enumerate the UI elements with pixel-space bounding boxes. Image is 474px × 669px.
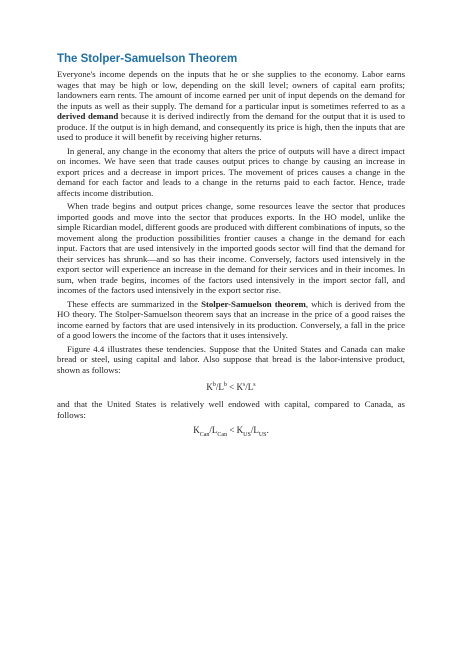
eq1-l-steel-sup: s bbox=[253, 382, 256, 388]
paragraph-3: When trade begins and output prices change, some resources leave the sector that produces imported goods and move into the sector that produces exports. In the HO model, unlike the simple Ricardian model, different goods are produced with different combinations of inputs, so the movement along the production possibilities frontier causes a change in the demand for each input. Factors that are used intensively in the imported goods sector will find that the demand for their services has shrunk—and so has their income. Conversely, factors used intensively in the export sector will experience an increase in the demand for their services and in their incomes. In sum, when trade begins, incomes of the factors used intensively in the import sector fall, and incomes of the factors used intensively in the export sector rise. bbox=[57, 201, 405, 295]
paragraph-2: In general, any change in the economy that alters the price of outputs will have a direct impact on incomes. We have seen that trade causes output prices to change by causing an increase in export prices and a decrease in import prices. The movement of prices causes a change in the demand for each factor and leads to a change in the returns paid to each factor. Hence, trade affects income distribution. bbox=[57, 145, 405, 198]
eq2-k-canada: K bbox=[193, 425, 200, 435]
eq1-l-steel: L bbox=[247, 382, 254, 392]
eq1-l-bread: L bbox=[218, 382, 224, 392]
paragraph-1-text-a: Everyone's income depends on the inputs that he or she supplies to the economy. Labor earns wages that may be high or low, depending on the skill level; owners of capital earn profits; landowners earn rents. The amount of income earned per unit of input depends on the demand for the inputs as well as their supply. The demand for a particular input is sometimes referred to as a bbox=[57, 69, 405, 111]
term-stolper-samuelson-theorem: Stolper-Samuelson theorem bbox=[201, 298, 306, 309]
document-page bbox=[57, 52, 405, 447]
term-derived-demand: derived demand bbox=[57, 111, 119, 121]
eq2-slash-1: / bbox=[209, 425, 212, 435]
equation-factor-endowment bbox=[57, 424, 405, 441]
eq2-k-canada-sub: Can bbox=[199, 431, 210, 438]
eq2-period: . bbox=[266, 425, 269, 435]
paragraph-1 bbox=[57, 69, 405, 143]
eq1-slash-2: / bbox=[245, 382, 248, 392]
eq2-l-us: L bbox=[253, 425, 259, 435]
equation-factor-intensity bbox=[57, 379, 405, 393]
eq2-k-us-sub: US bbox=[243, 431, 251, 438]
eq2-k-us: K bbox=[236, 425, 244, 435]
eq1-k-bread-sup: b bbox=[212, 382, 216, 388]
eq2-l-canada-sub: Can bbox=[217, 431, 228, 438]
eq1-slash-1: / bbox=[215, 382, 219, 392]
section-title: The Stolper-Samuelson Theorem bbox=[57, 53, 238, 65]
eq2-slash-2: / bbox=[250, 425, 254, 435]
eq1-k-bread: K bbox=[206, 382, 213, 392]
eq1-k-steel: K bbox=[236, 382, 243, 392]
paragraph-1-text-b: because it is derived indirectly from the demand for the output that it is used to produce. If the output is in high demand, and consequently its price is high, then the inputs that are used to produce it will benefit by receiving higher returns. bbox=[57, 111, 405, 142]
eq2-l-canada: L bbox=[211, 425, 218, 435]
paragraph-5: Figure 4.4 illustrates these tendencies. Suppose that the United States and Canada can make bread or steel, using capital and labor. Also suppose that bread is the labor-intensive product, shown as follows: bbox=[57, 343, 405, 375]
paragraph-4-text-a: These effects are summarized in the bbox=[67, 298, 202, 309]
eq1-l-bread-sup: b bbox=[223, 382, 227, 388]
paragraph-6: and that the United States is relatively well endowed with capital, compared to Canada, as follows: bbox=[57, 399, 405, 420]
eq2-l-us-sub: US bbox=[258, 431, 267, 438]
eq1-less-than: < bbox=[226, 382, 237, 392]
paragraph-4 bbox=[57, 299, 405, 341]
eq1-k-steel-sup: s bbox=[242, 382, 246, 388]
eq2-less-than: < bbox=[227, 425, 237, 435]
paragraph-4-text-b: , which is derived from the HO theory. The Stolper-Samuelson theorem says that an increase in the price of a good raises the income earned by factors that are used intensively in its production. Conversely, a fall in the price of a good lowers the income of the factors that it uses intensively. bbox=[57, 298, 405, 340]
